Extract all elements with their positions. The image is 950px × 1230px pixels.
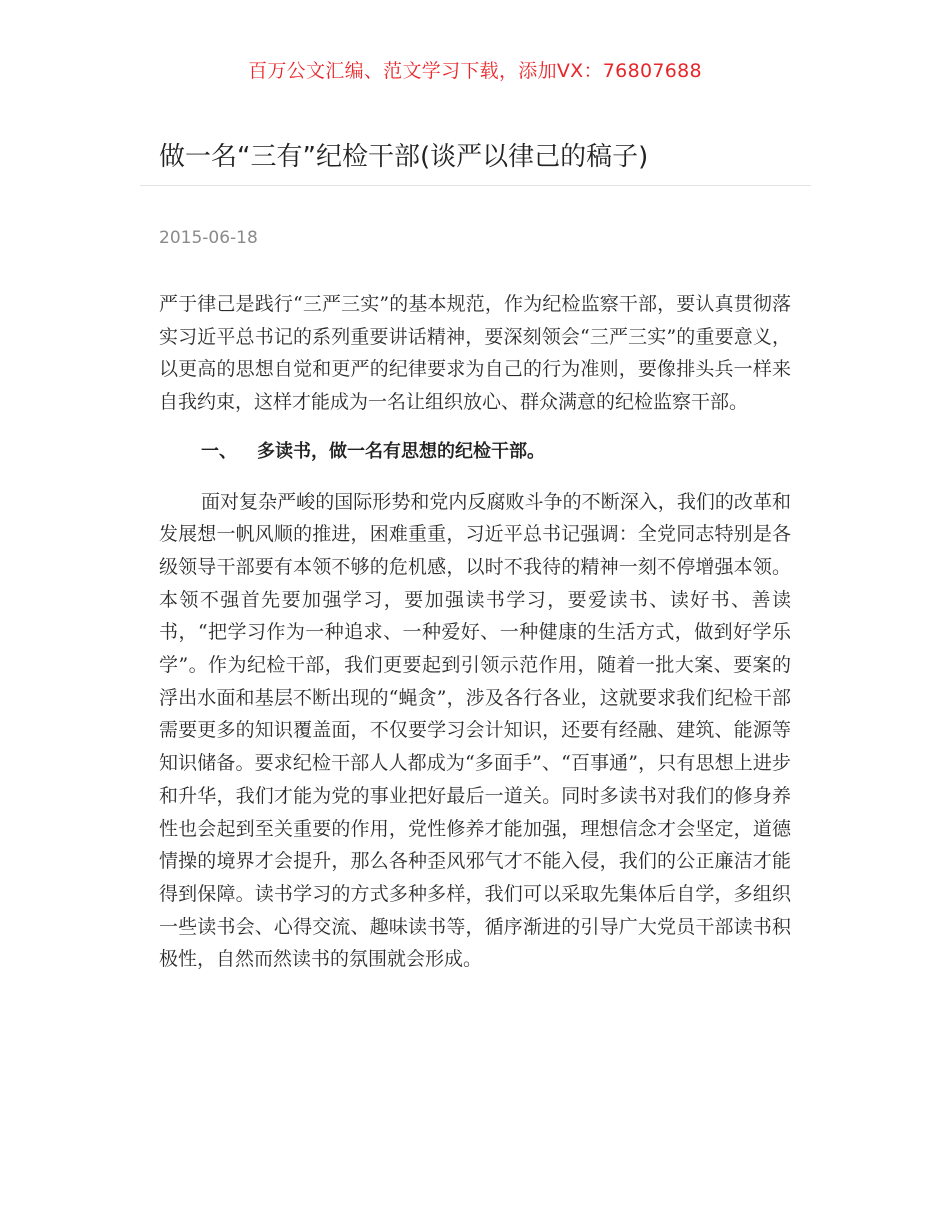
article-title: 做一名“三有”纪检干部(谈严以律己的稿子) [159,142,649,172]
intro-paragraph: 严于律己是践行“三严三实”的基本规范，作为纪检监察干部，要认真贯彻落实习近平总书记的系列重要讲话精神，要深刻领会“三严三实”的重要意义，以更高的思想自觉和更严的纪律要求为自己的行为准则，要像排头兵一样来自我约束，这样才能成为一名让组织放心、群众满意的纪检监察干部。 [159,293,791,414]
article-body [159,288,791,976]
publish-date: 2015-06-18 [159,228,258,248]
section-number: 一、 [201,440,237,462]
title-divider [140,185,811,186]
section-heading [159,436,791,469]
section-heading-text: 多读书，做一名有思想的纪检干部。 [257,440,545,462]
section-paragraph: 面对复杂严峻的国际形势和党内反腐败斗争的不断深入，我们的改革和发展想一帆风顺的推进，困难重重，习近平总书记强调：全党同志特别是各级领导干部要有本领不够的危机感，以时不我待的精神一刻不停增强本领。本领不强首先要加强学习，要加强读书学习，要爱读书、读好书、善读书，“把学习作为一种追求、一种爱好、一种健康的生活方式，做到好学乐学”。作为纪检干部，我们更要起到引领示范作用，随着一批大案、要案的浮出水面和基层不断出现的“蝇贪”，涉及各行各业，这就要求我们纪检干部需要更多的知识覆盖面，不仅要学习会计知识，还要有经融、建筑、能源等知识储备。要求纪检干部人人都成为“多面手”、“百事通”，只有思想上进步和升华，我们才能为党的事业把好最后一道关。同时多读书对我们的修身养性也会起到至关重要的作用，党性修养才能加强，理想信念才会坚定，道德情操的境界才会提升，那么各种歪风邪气才不能入侵，我们的公正廉洁才能得到保障。读书学习的方式多种多样，我们可以采取先集体后自学，多组织一些读书会、心得交流、趣味读书等，循序渐进的引导广大党员干部读书积极性，自然而然读书的氛围就会形成。 [159,490,791,971]
promo-banner: 百万公文汇编、范文学习下载，添加VX：76807688 [248,60,702,82]
